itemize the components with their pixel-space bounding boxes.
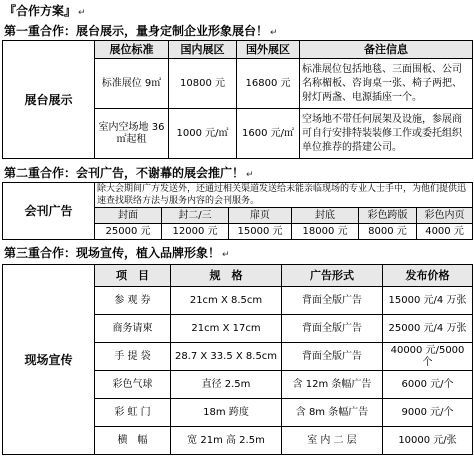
onsite-spec-cell: 18m 跨度	[171, 399, 282, 427]
booth-table	[2, 40, 473, 159]
catalog-price-color-page: 4000 元	[417, 224, 473, 240]
onsite-price-cell: 9000 元/个	[383, 399, 473, 427]
onsite-header-item: 项 目	[95, 265, 171, 287]
booth-row-label: 展台展示	[3, 41, 95, 159]
catalog-price-back-cover: 18000 元	[292, 224, 359, 240]
section1-heading-text: 第一重合作：展台展示，量身定制企业形象展台！	[4, 24, 269, 38]
onsite-price-cell: 40000 元/5000 个	[383, 343, 473, 371]
onsite-item-cell: 手 提 袋	[95, 343, 171, 371]
catalog-table	[2, 182, 473, 240]
onsite-item-cell: 横 幅	[95, 427, 171, 455]
section3-heading-text: 第三重合作：现场宣传，植入品牌形象！	[4, 246, 221, 260]
section2-heading-text: 第二重合作：会刊广告，不谢幕的展会推广！	[4, 166, 245, 180]
onsite-header-price: 发布价格	[383, 265, 473, 287]
catalog-col-color-spread: 彩色跨版	[359, 208, 417, 224]
onsite-price-cell: 25000 元/4 万张	[383, 315, 473, 343]
document-title-text: 『合作方案』	[4, 4, 77, 18]
onsite-form-cell: 背面全版广告	[282, 287, 383, 315]
onsite-item-cell: 商务请柬	[95, 315, 171, 343]
space-standard-cell: 室内空场地 36㎡起租	[95, 109, 169, 159]
onsite-header-form: 广告形式	[282, 265, 383, 287]
booth-foreign-cell: 16800 元	[237, 59, 300, 109]
booth-header-domestic: 国内展区	[169, 41, 237, 59]
onsite-table	[2, 264, 473, 455]
onsite-header-spec: 规 格	[171, 265, 282, 287]
catalog-price-cover: 25000 元	[95, 224, 162, 240]
catalog-col-color-page: 彩色内页	[417, 208, 473, 224]
catalog-description: 除大会期间广方发送外，还通过相关渠道发送给未能亲临现场的专业人士手中，为他们提供迅速查找联络方法与服务内容的会刊服务。	[95, 183, 473, 208]
onsite-form-cell: 背面全版广告	[282, 315, 383, 343]
onsite-form-cell: 含 12m 条幅广告	[282, 371, 383, 399]
onsite-item-cell: 参 观 券	[95, 287, 171, 315]
return-mark-icon: ↵	[78, 8, 86, 18]
section3-heading	[4, 244, 230, 261]
booth-note-cell: 标准展位包括地毯、三面围板、公司名称楣板、咨询桌一张、椅子两把、射灯两盏、电源插座一个。	[300, 59, 473, 109]
section1-heading	[4, 22, 278, 39]
return-mark-icon: ↵	[270, 28, 278, 38]
return-mark-icon: ↵	[222, 250, 230, 260]
section2-heading	[4, 164, 254, 181]
return-mark-icon: ↵	[246, 170, 254, 180]
document-title	[4, 2, 86, 19]
catalog-col-title-page: 扉页	[229, 208, 292, 224]
onsite-spec-cell: 21cm X 17cm	[171, 315, 282, 343]
onsite-price-cell: 6000 元/个	[383, 371, 473, 399]
catalog-col-inside-cover: 封二/三	[162, 208, 229, 224]
catalog-col-back-cover: 封底	[292, 208, 359, 224]
catalog-price-color-spread: 8000 元	[359, 224, 417, 240]
onsite-form-cell: 室 内 二 层	[282, 427, 383, 455]
booth-standard-cell: 标准展位 9㎡	[95, 59, 169, 109]
booth-domestic-cell: 10800 元	[169, 59, 237, 109]
onsite-form-cell: 含 8m 条幅广告	[282, 399, 383, 427]
catalog-row-label: 会刊广告	[3, 183, 95, 240]
catalog-price-title-page: 15000 元	[229, 224, 292, 240]
onsite-spec-cell: 宽 21m 高 2.5m	[171, 427, 282, 455]
space-domestic-cell: 1000 元/㎡	[169, 109, 237, 159]
onsite-spec-cell: 21cm X 8.5cm	[171, 287, 282, 315]
onsite-spec-cell: 28.7 X 33.5 X 8.5cm	[171, 343, 282, 371]
booth-header-foreign: 国外展区	[237, 41, 300, 59]
onsite-item-cell: 彩 虹 门	[95, 399, 171, 427]
catalog-col-cover: 封面	[95, 208, 162, 224]
catalog-price-inside-cover: 12000 元	[162, 224, 229, 240]
space-note-cell: 空场地不带任何展架及设施，参展商可自行安排特装装修工作或委托组织单位推荐的搭建公司。	[300, 109, 473, 159]
onsite-form-cell: 背面全版广告	[282, 343, 383, 371]
onsite-item-cell: 彩色气球	[95, 371, 171, 399]
onsite-spec-cell: 直径 2.5m	[171, 371, 282, 399]
onsite-row-label: 现场宣传	[3, 265, 95, 455]
booth-header-standard: 展位标准	[95, 41, 169, 59]
space-foreign-cell: 1600 元/㎡	[237, 109, 300, 159]
onsite-price-cell: 15000 元/4 万张	[383, 287, 473, 315]
booth-header-note: 备注信息	[300, 41, 473, 59]
onsite-price-cell: 10000 元/张	[383, 427, 473, 455]
